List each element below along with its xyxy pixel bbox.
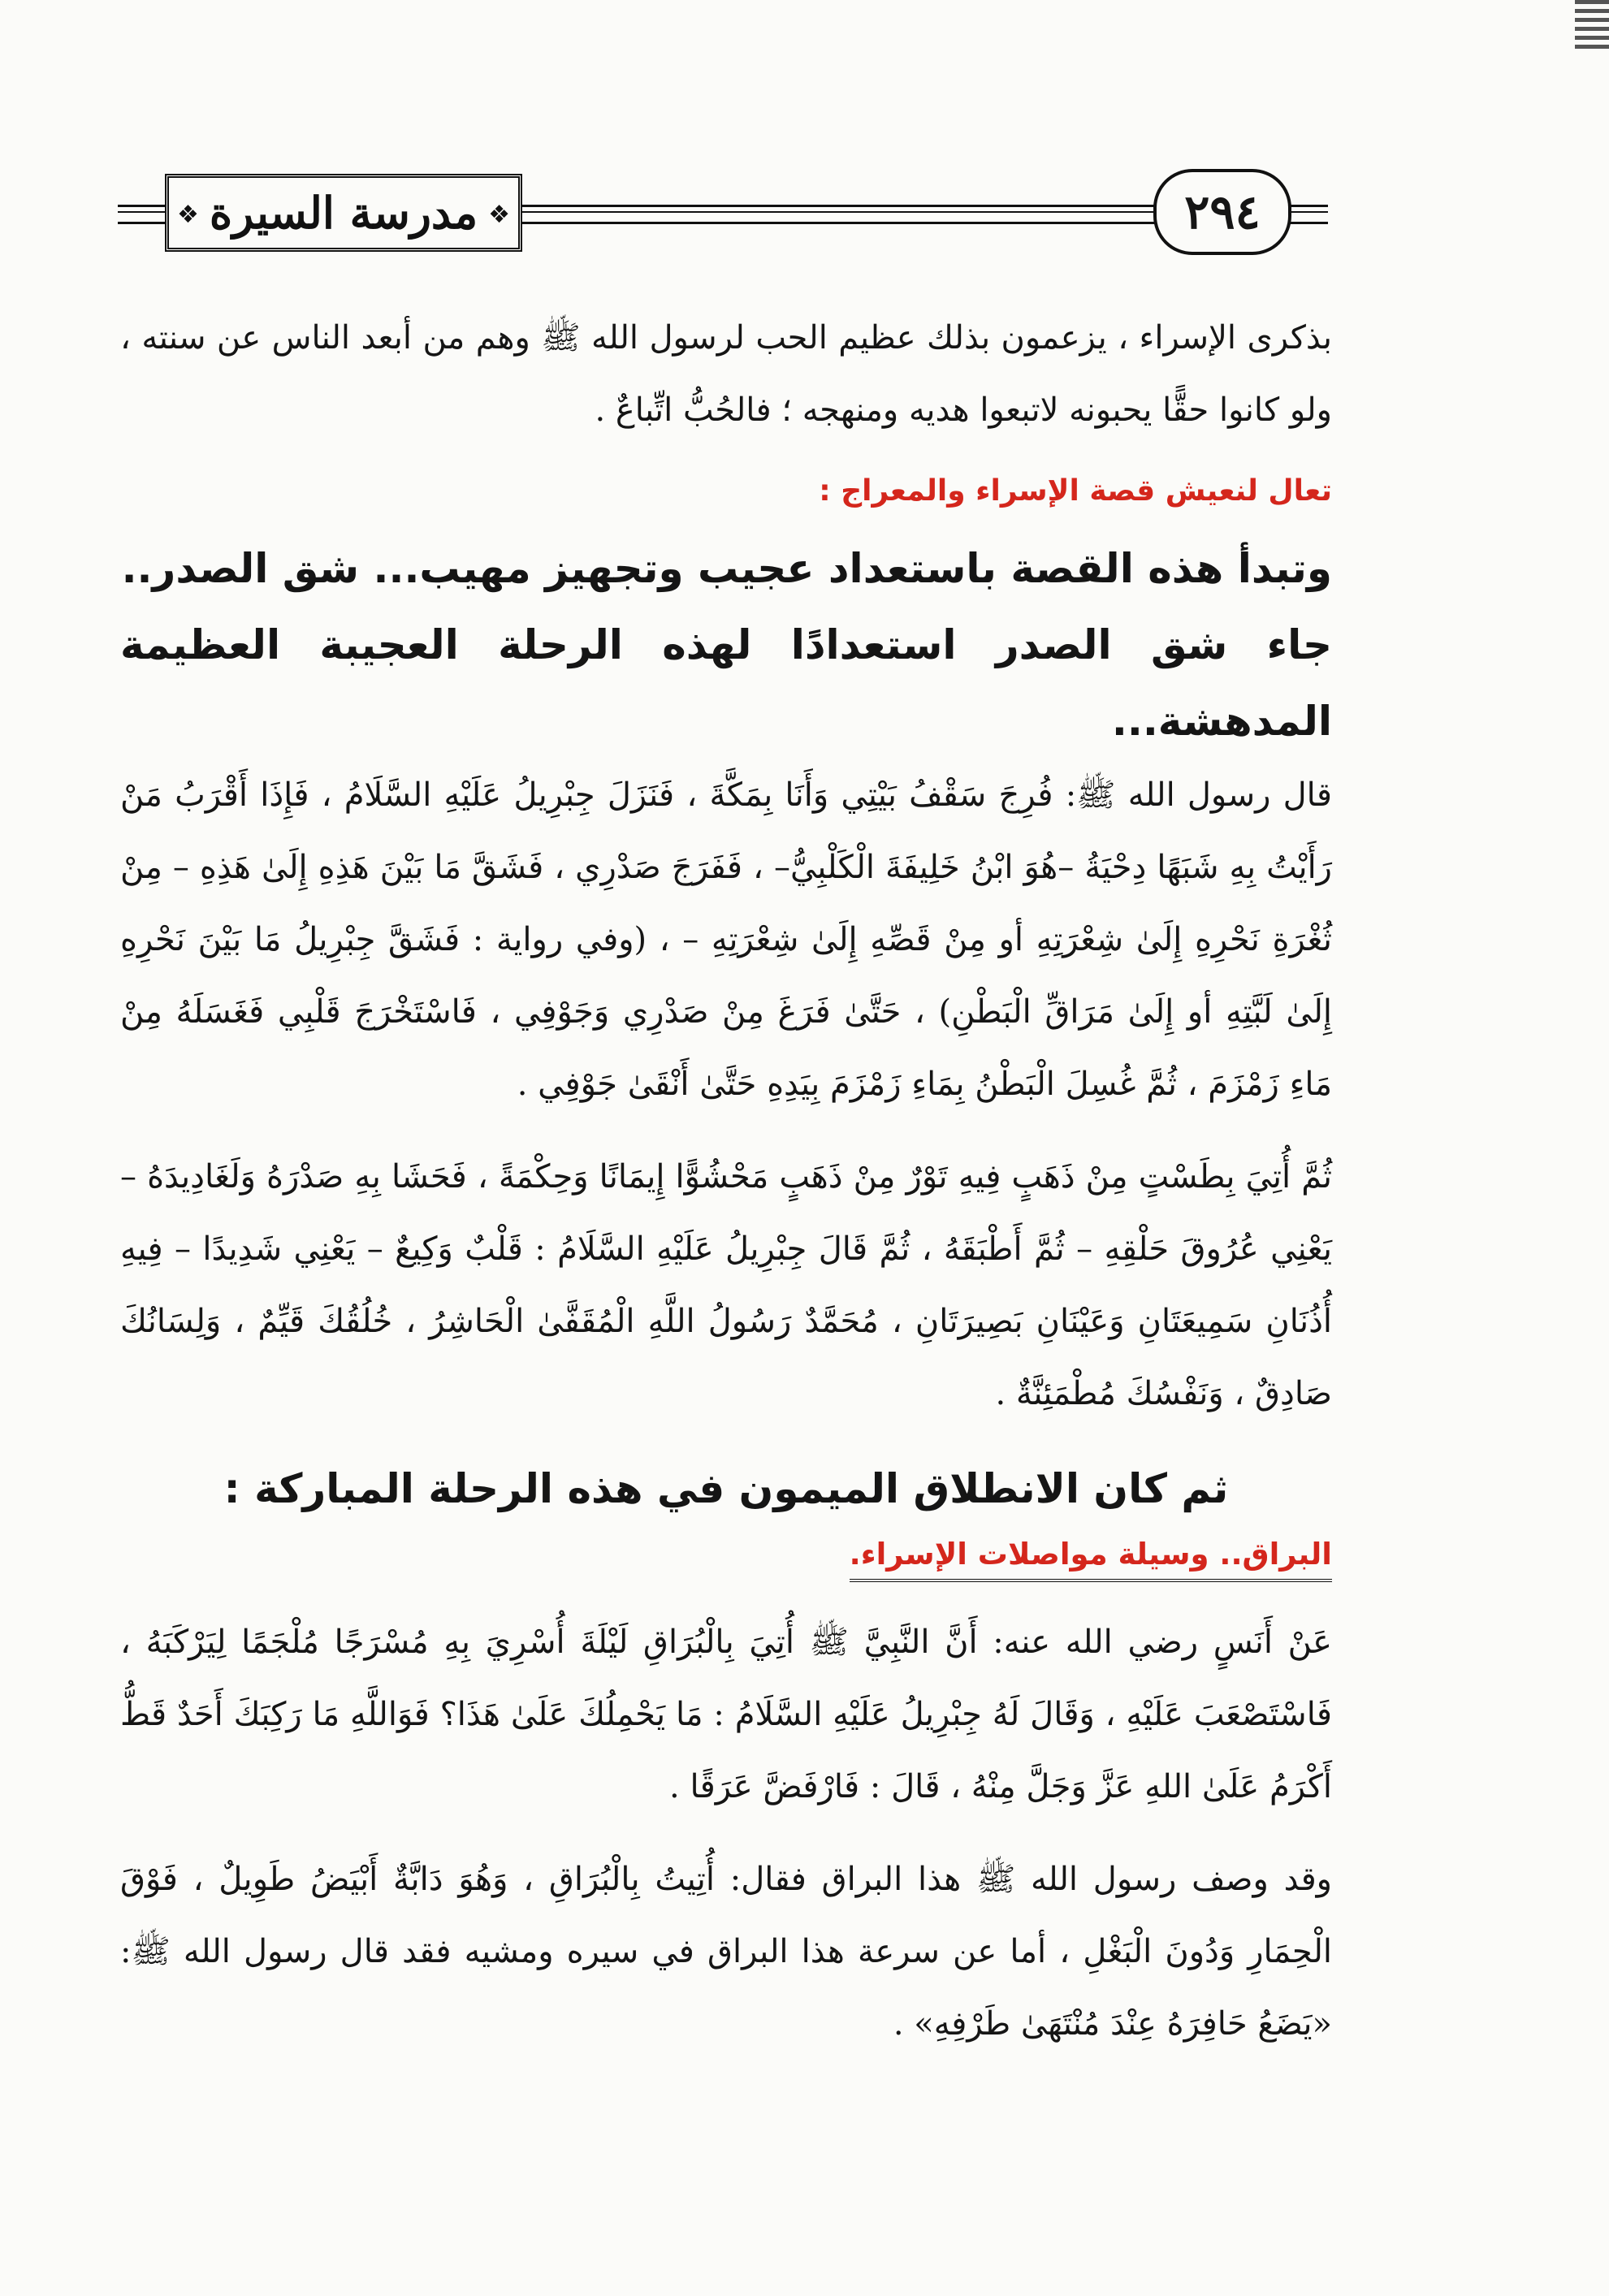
paragraph-hadith-basin: ثُمَّ أُتِيَ بِطَسْتٍ مِنْ ذَهَبٍ فِيهِ تَوْرٌ مِنْ ذَهَبٍ مَحْشُوًّا إِيمَانًا وَحِكْمَةً ، فَحَشَا بِهِ صَدْرَهُ وَلَغَادِيدَهُ – يَعْنِي عُرُوقَ حَلْقِهِ – ثُمَّ أَطْبَقَهُ ، ثُمَّ قَالَ جِبْرِيلُ عَلَيْهِ السَّلَامُ : قَلْبٌ وَكِيعٌ – يَعْنِي شَدِيدًا – فِيهِ أُذُنَانِ سَمِيعَتَانِ وَعَيْنَانِ بَصِيرَتَانِ ، مُحَمَّدٌ رَسُولُ اللَّهِ الْمُقَفَّىٰ الْحَاشِرُ ، خُلُقُكَ قَيِّمٌ ، وَلِسَانُكَ صَادِقٌ ، وَنَفْسُكَ مُطْمَئِنَّةٌ . (120, 1158, 1332, 1412)
section-heading-story: تعال لنعيش قصة الإسراء والمعراج : (819, 474, 1332, 508)
paragraph-hadith-anas: عَنْ أَنَسٍ رضي الله عنه: أَنَّ النَّبِيَّ ﷺ أُتِيَ بِالْبُرَاقِ لَيْلَةَ أُسْرِيَ بِهِ مُسْرَجًا مُلْجَمًا لِيَرْكَبَهُ ، فَاسْتَصْعَبَ عَلَيْهِ ، وَقَالَ لَهُ جِبْرِيلُ عَلَيْهِ السَّلَامُ : مَا يَحْمِلُكَ عَلَىٰ هَذَا؟ فَوَاللَّهِ مَا رَكِبَكَ أَحَدٌ قَطُّ أَكْرَمُ عَلَىٰ اللهِ عَزَّ وَجَلَّ مِنْهُ ، قَالَ : فَارْفَضَّ عَرَقًا . (120, 1624, 1332, 1805)
book-title-frame (165, 174, 522, 252)
book-title: ❖ مدرسة السيرة (209, 187, 478, 239)
page-edge-mark (1575, 0, 1609, 49)
paragraph-intro: بذكرى الإسراء ، يزعمون بذلك عظيم الحب لرسول الله ﷺ وهم من أبعد الناس عن سنته ، ولو كانوا حقًّا يحبونه لاتبعوا هديه ومنهجه ؛ فالحُبُّ اتِّباعٌ . (120, 319, 1332, 429)
subheading-buraq: البراق.. وسيلة مواصلات الإسراء. (850, 1532, 1332, 1582)
paragraph-buraq-description: وقد وصف رسول الله ﷺ هذا البراق فقال: أُتِيتُ بِالْبُرَاقِ ، وَهُوَ دَابَّةٌ أَبْيَضُ طَوِيلٌ ، فَوْقَ الْحِمَارِ وَدُونَ الْبَغْلِ ، أما عن سرعة هذا البراق في سيره ومشيه فقد قال رسول الله ﷺ: «يَضَعُ حَافِرَهُ عِنْدَ مُنْتَهَىٰ طَرْفِهِ» . (120, 1861, 1332, 2043)
big-heading-journey: ثم كان الانطلاق الميمون في هذه الرحلة المباركة : (223, 1465, 1229, 1512)
page-body (120, 302, 1332, 2081)
header-rule-right (1291, 205, 1328, 224)
header-rule-left (118, 205, 167, 224)
page-header (118, 167, 1328, 258)
big-heading-line-2: جاء شق الصدر استعدادًا لهذه الرحلة العجيبة العظيمة المدهشة... (120, 621, 1332, 745)
paragraph-hadith-chest: قال رسول الله ﷺ: فُرِجَ سَقْفُ بَيْتِي وَأَنَا بِمَكَّةَ ، فَنَزَلَ جِبْرِيلُ عَلَيْهِ السَّلَامُ ، فَإِذَا أَقْرَبُ مَنْ رَأَيْتُ بِهِ شَبَهًا دِحْيَةُ –هُوَ ابْنُ خَلِيفَةَ الْكَلْبِيُّ– ، فَفَرَجَ صَدْرِي ، فَشَقَّ مَا بَيْنَ هَذِهِ إِلَىٰ هَذِهِ – مِنْ ثُغْرَةِ نَحْرِهِ إِلَىٰ شِعْرَتِهِ أو مِنْ قَصِّهِ إِلَىٰ شِعْرَتِهِ – ، (وفي رواية : فَشَقَّ جِبْرِيلُ مَا بَيْنَ نَحْرِهِ إِلَىٰ لَبَّتِهِ أو إِلَىٰ مَرَاقِّ الْبَطْنِ) ، حَتَّىٰ فَرَغَ مِنْ صَدْرِي وَجَوْفِي ، فَاسْتَخْرَجَ قَلْبِي فَغَسَلَهُ مِنْ مَاءِ زَمْزَمَ ، ثُمَّ غُسِلَ الْبَطْنُ بِمَاءِ زَمْزَمَ بِيَدِهِ حَتَّىٰ أَنْقَىٰ جَوْفِي . (120, 776, 1333, 1103)
page-number: ٢٩٤ (1184, 184, 1261, 240)
big-heading-line-1: وتبدأ هذه القصة باستعداد عجيب وتجهيز مهيب... شق الصدر.. (121, 545, 1332, 592)
subheading-wrapper (120, 1532, 1332, 1606)
page-number-badge (1153, 169, 1291, 255)
